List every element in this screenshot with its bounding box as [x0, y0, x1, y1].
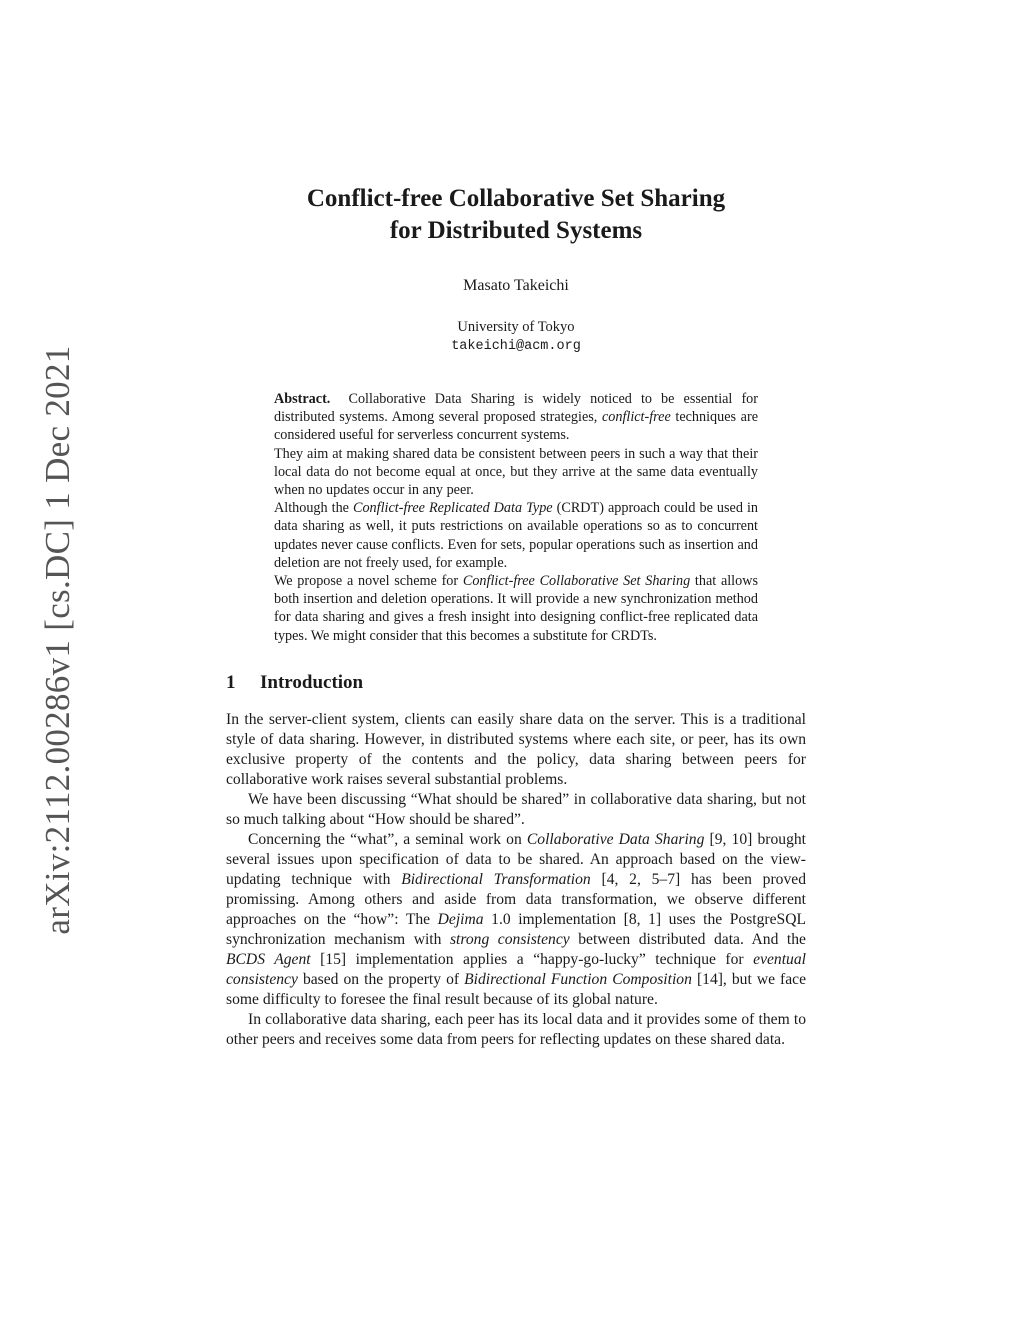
body-paragraph: We have been discussing “What should be shared” in collaborative data sharing, but not so much talking about “How should be shared”.	[226, 790, 806, 828]
abstract-paragraph: We propose a novel scheme for Conflict-free Collaborative Set Sharing that allows both insertion and deletion operations. It will provide a new synchronization method for data sharing and gives a fresh insight into designing conflict-free replicated data types. We might consider that this becomes a substitute for CRDTs.	[274, 573, 758, 644]
arxiv-identifier: arXiv:2112.00286v1 [cs.DC] 1 Dec 2021	[38, 345, 77, 935]
body-paragraph: Concerning the “what”, a seminal work on Collaborative Data Sharing [9, 10] brought several issues upon specification of data to be shared. An approach based on the view-updating technique with Bidirectional Transformation [4, 2, 5–7] has been proved promissing. Among others and aside from data transformation, we observe different approaches on the “how”: The Dejima 1.0 implementation [8, 1] uses the PostgreSQL synchronization mechanism with strong consistency between distributed data. And the BCDS Agent [15] implementation applies a “happy-go-lucky” technique for eventual consistency based on the property of Bidirectional Function Composition [14], but we face some difficulty to foresee the final result because of its global nature.	[226, 830, 807, 1008]
paper-title	[226, 183, 806, 247]
body-paragraph: In the server-client system, clients can easily share data on the server. This is a traditional style of data sharing. However, in distributed systems where each site, or peer, has its own exclusive property of the contents and the policy, data sharing between peers for collaborative work raises several substantial problems.	[226, 710, 806, 788]
body-paragraph: In collaborative data sharing, each peer has its local data and it provides some of them to other peers and receives some data from peers for reflecting updates on these shared data.	[226, 1010, 806, 1048]
introduction-body	[226, 710, 806, 1050]
affiliation-block	[226, 317, 806, 357]
author-email[interactable]: takeichi@acm.org	[451, 339, 581, 354]
author-name: Masato Takeichi	[463, 277, 569, 294]
section-title: Introduction	[260, 671, 364, 693]
abstract-paragraph: They aim at making shared data be consistent between peers in such a way that their local data do not become equal at once, but they arrive at the same data eventually when no updates occur in any peer.	[274, 445, 758, 499]
section-heading	[226, 672, 806, 694]
abstract-paragraph: Although the Conflict-free Replicated Data Type (CRDT) approach could be used in data sharing as well, it puts restrictions on available operations so as to concurrent updates never cause conflicts. Even for sets, popular operations such as insertion and deletion are not freely used, for example.	[274, 500, 758, 571]
title-line-1: Conflict-free Collaborative Set Sharing	[306, 185, 726, 212]
affiliation: University of Tokyo	[457, 319, 575, 335]
section-number: 1	[226, 671, 236, 693]
paper-page	[226, 183, 806, 1050]
abstract-paragraph: Abstract. Collaborative Data Sharing is widely noticed to be essential for distributed systems. Among several proposed strategies, conflict-free techniques are considered useful for serverless concurrent systems.	[274, 391, 758, 444]
title-line-2: for Distributed Systems	[389, 217, 643, 244]
abstract	[274, 390, 758, 645]
abstract-label: Abstract.	[274, 391, 331, 407]
